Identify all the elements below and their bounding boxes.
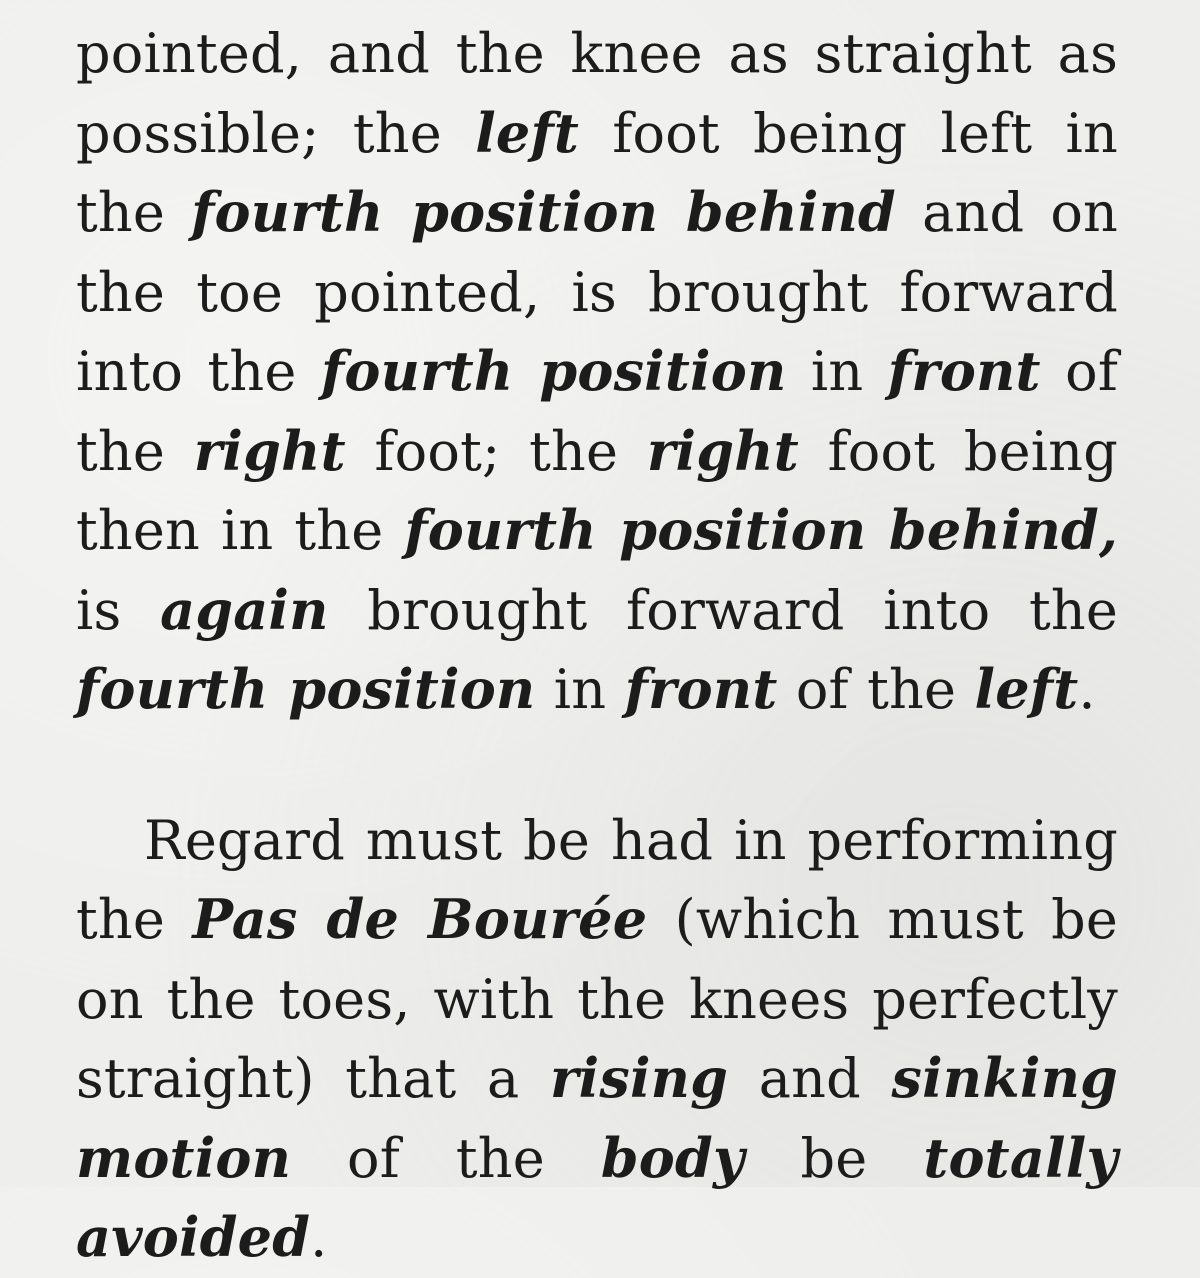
paragraph-regard [76,801,1118,1278]
italic-text-run: fourth position [320,339,787,403]
italic-text-run: fourth position behind [191,180,897,244]
italic-text-run: body [600,1125,745,1190]
text-run: be [744,1126,924,1190]
text-run: Regard must be had in performing the [76,808,1118,951]
text-run: (which must be on the toes, with the knees perfectly straight) that a [76,888,1119,1110]
text-run: of the [291,1126,601,1190]
text-run: . [310,1206,328,1269]
text-run: of the [777,658,975,721]
italic-text-run: right [193,418,346,483]
italic-text-run: right [646,418,799,483]
italic-text-run: front [624,657,778,721]
text-run: pointed, and the knee as straight as possible; the [76,22,1118,165]
italic-text-run: motion [76,1125,292,1190]
italic-text-run: sinking [891,1046,1118,1110]
italic-text-run: left [974,657,1079,721]
text-run: and [728,1047,892,1110]
text-run: of the [76,340,1119,483]
text-run: foot being left in the [76,101,1119,244]
italic-text-run: rising [550,1046,729,1110]
italic-text-run: Pas de Bourée [192,887,648,951]
text-run: is [76,578,161,642]
italic-text-run: totally avoided [76,1125,1119,1269]
text-run: foot; the [345,419,647,483]
italic-text-run: again [160,577,329,642]
text-run: foot being then in the [76,419,1118,562]
text-run: in [535,658,625,721]
italic-text-run: fourth position [76,657,536,721]
italic-text-run: front [887,339,1041,403]
paragraph-continued [76,14,1118,730]
italic-text-run: left [475,100,580,165]
text-run: . [1078,658,1096,721]
text-run: in [786,340,888,403]
text-run: brought forward into the [328,578,1118,642]
italic-text-run: fourth position behind, [404,498,1119,562]
text-run: and on the toe pointed, is brought forward into the [76,181,1119,403]
